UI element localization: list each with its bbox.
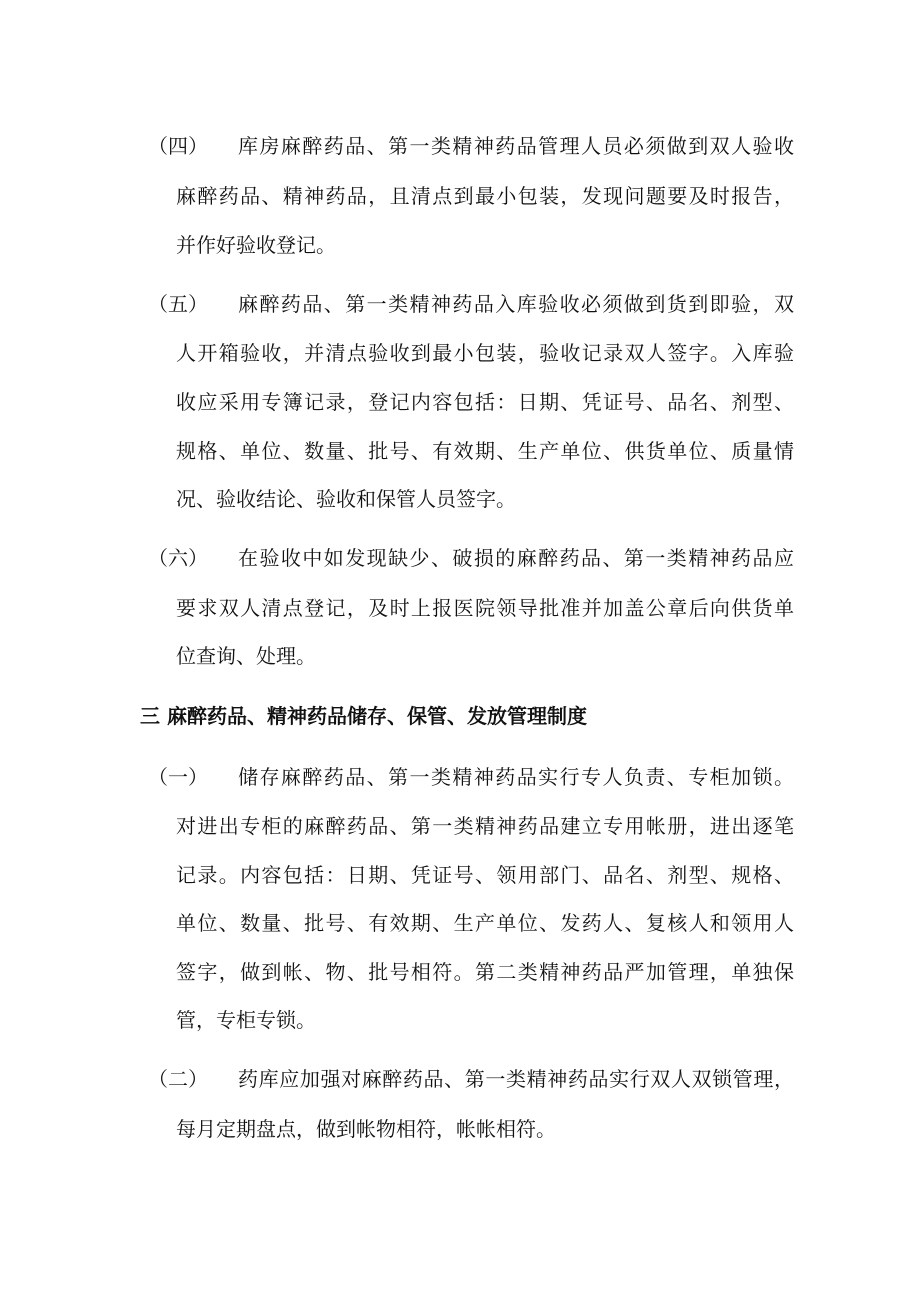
- item-number: （一）: [148, 765, 208, 789]
- item-line: 在验收中如发现缺少、破损的麻醉药品、第一类精神药品应: [238, 546, 794, 570]
- item-line: 储存麻醉药品、第一类精神药品实行专人负责、专柜加锁。: [238, 765, 794, 789]
- item-line: 签字，做到帐、物、批号相符。第二类精神药品严加管理，单独保: [176, 960, 794, 984]
- item-number: （五）: [148, 292, 208, 316]
- item-line: 麻醉药品、精神药品，且清点到最小包装，发现问题要及时报告，: [176, 184, 794, 208]
- item-line: 况、验收结论、验收和保管人员签字。: [176, 487, 516, 511]
- item-number: （四）: [148, 134, 208, 158]
- item-number: （二）: [148, 1067, 208, 1091]
- item-line: 并作好验收登记。: [176, 233, 336, 257]
- item-line: 要求双人清点登记，及时上报医院领导批准并加盖公章后向供货单: [176, 596, 794, 620]
- item-number: （六）: [148, 546, 208, 570]
- item-line: 人开箱验收，并清点验收到最小包装，验收记录双人签字。入库验: [176, 341, 794, 365]
- item-line: 规格、单位、数量、批号、有效期、生产单位、供货单位、质量情: [176, 439, 794, 463]
- item-line: 单位、数量、批号、有效期、生产单位、发药人、复核人和领用人: [176, 911, 794, 935]
- item-line: 管，专柜专锁。: [176, 1008, 316, 1032]
- item-line: 记录。内容包括：日期、凭证号、领用部门、品名、剂型、规格、: [176, 863, 794, 887]
- section-heading: 三 麻醉药品、精神药品储存、保管、发放管理制度: [140, 704, 587, 728]
- item-line: 位查询、处理。: [176, 644, 316, 668]
- item-line: 每月定期盘点，做到帐物相符，帐帐相符。: [176, 1117, 556, 1141]
- item-line: 库房麻醉药品、第一类精神药品管理人员必须做到双人验收: [238, 134, 794, 158]
- item-line: 对进出专柜的麻醉药品、第一类精神药品建立专用帐册，进出逐笔: [176, 814, 794, 838]
- item-line: 药库应加强对麻醉药品、第一类精神药品实行双人双锁管理，: [238, 1067, 794, 1091]
- item-line: 收应采用专簿记录，登记内容包括：日期、凭证号、品名、剂型、: [176, 390, 794, 414]
- item-line: 麻醉药品、第一类精神药品入库验收必须做到货到即验，双: [238, 292, 794, 316]
